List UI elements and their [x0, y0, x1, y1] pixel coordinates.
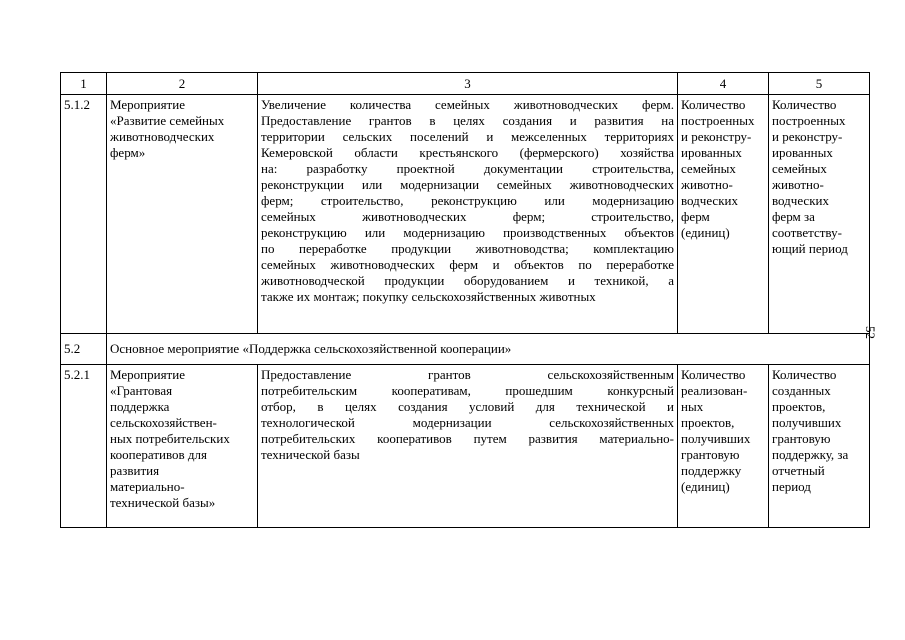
row-number: 5.2.1: [61, 365, 107, 528]
indicator-cell: Количество построенных и реконстру- ированных семейных животно- водческих ферм (единиц): [678, 95, 769, 334]
event-description: Увеличение количества семейных животноводческих ферм. Предоставление грантов в целях создания и развития на территории сельских поселений и межселенных территориях Кемеровской области крестьянского (фермерского) хозяйства на: разработку проектной документации строительства, реконструкции или модернизации семейных животноводческих ферм; строительство, реконструкцию или модернизацию семейных животноводческих ферм; строительство, реконструкцию или модернизацию производственных объектов по переработке продукции животноводства; комплектацию семейных животноводческих ферм и объектов по переработке животноводческой продукции оборудованием и техникой, а также их монтаж; покупку сельскохозяйственных животных: [258, 95, 678, 334]
header-cell: 5: [769, 73, 870, 95]
header-cell: 1: [61, 73, 107, 95]
result-cell: Количество созданных проектов, получивших грантовую поддержку, за отчетный период: [769, 365, 870, 528]
header-cell: 3: [258, 73, 678, 95]
indicator-cell: Количество реализован- ных проектов, получивших грантовую поддержку (единиц): [678, 365, 769, 528]
row-number: 5.1.2: [61, 95, 107, 334]
program-table: [60, 72, 870, 528]
result-cell: Количество построенных и реконстру- ированных семейных животно- водческих ферм за соответству- ющий период: [769, 95, 870, 334]
event-description: Предоставление грантов сельскохозяйственным потребительским кооперативам, прошедшим конкурсный отбор, в целях создания условий для технической и технологической модернизации сельскохозяйственных потребительских кооперативов путем развития материально- технической базы: [258, 365, 678, 528]
table-header-row: [61, 73, 870, 95]
main-event-title: Основное мероприятие «Поддержка сельскохозяйственной кооперации»: [107, 334, 870, 365]
table-row: [61, 334, 870, 365]
table-row: [61, 365, 870, 528]
event-name: Мероприятие «Развитие семейных животноводческих ферм»: [107, 95, 258, 334]
row-number: 5.2: [61, 334, 107, 365]
table-row: [61, 95, 870, 334]
header-cell: 4: [678, 73, 769, 95]
event-name: Мероприятие «Грантовая поддержка сельскохозяйствен- ных потребительских кооперативов для развития материально- технической базы»: [107, 365, 258, 528]
page-number: 52: [863, 326, 878, 339]
header-cell: 2: [107, 73, 258, 95]
